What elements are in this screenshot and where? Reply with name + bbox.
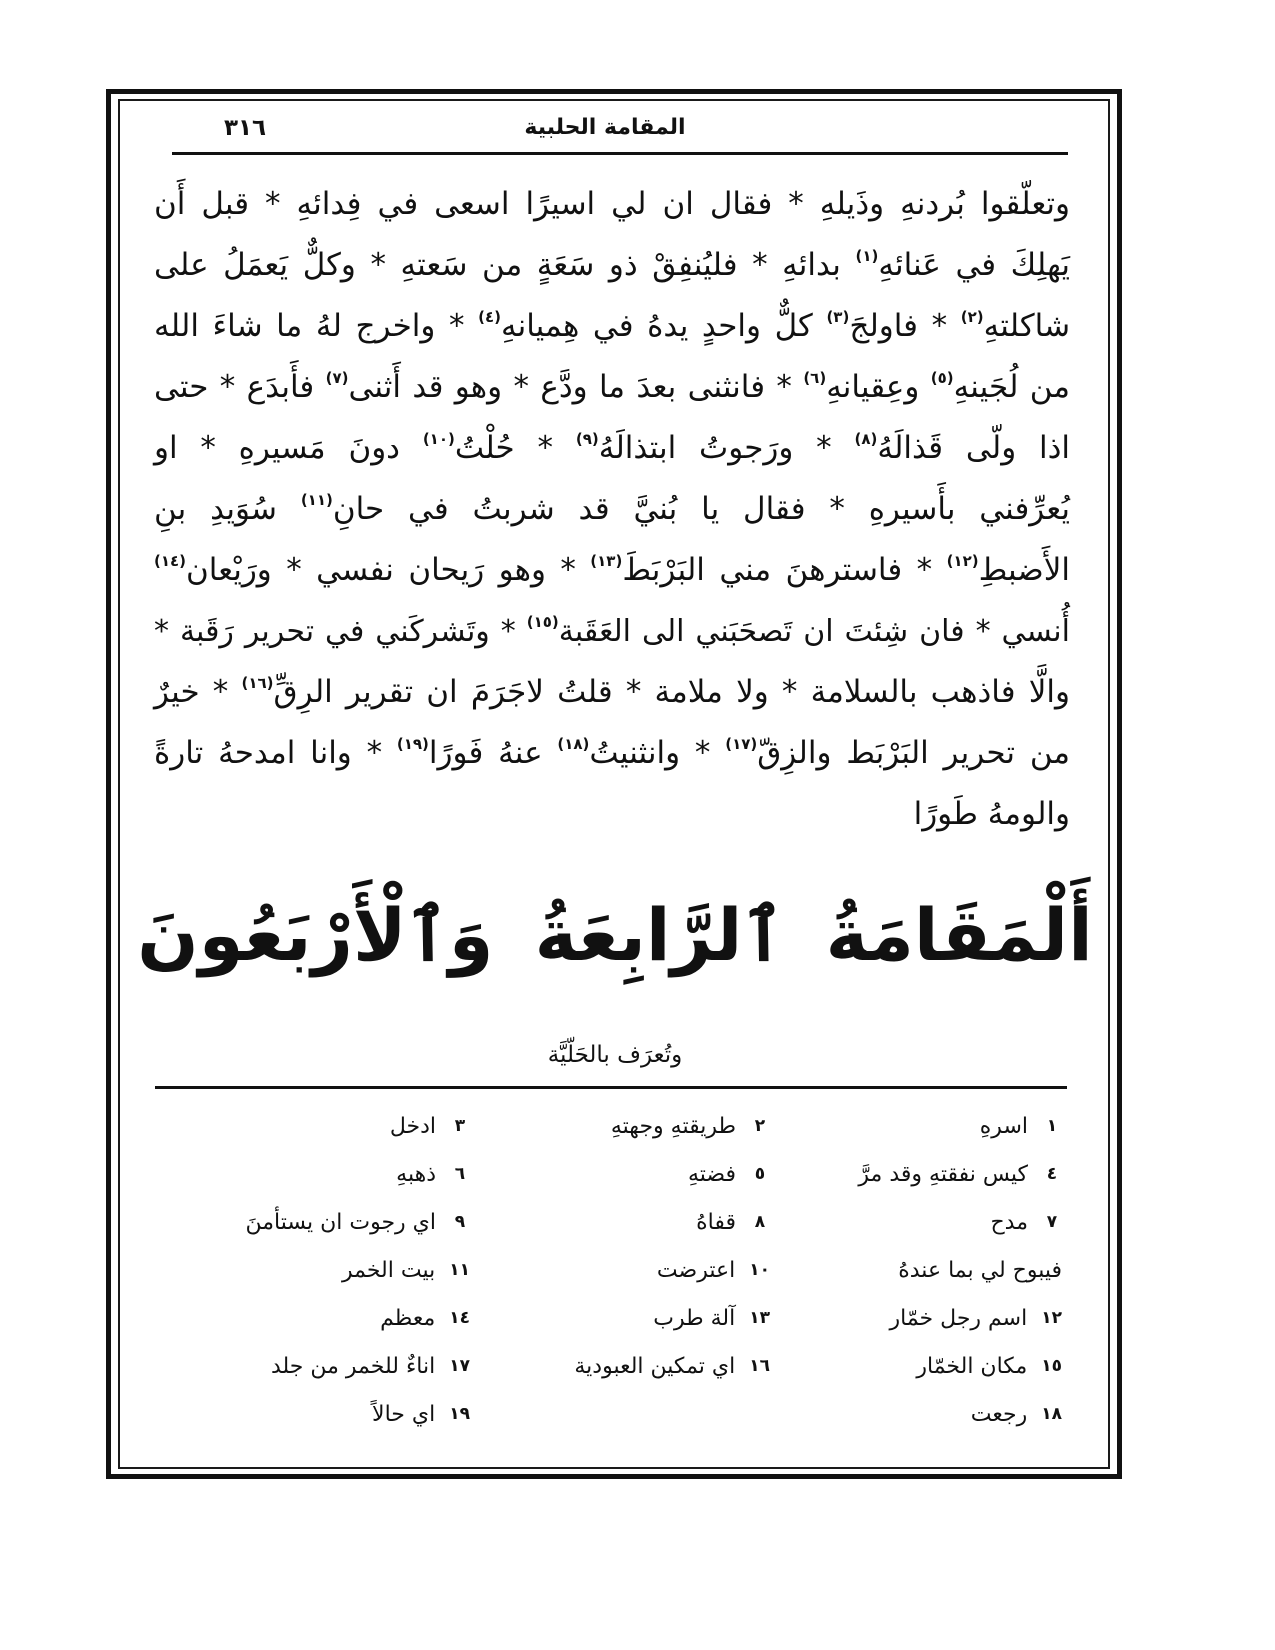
footnote-text: ذهبهِ bbox=[396, 1161, 436, 1187]
footnote-item bbox=[150, 1102, 470, 1150]
footnote-text: مكان الخمّار bbox=[916, 1353, 1028, 1379]
footnote-item bbox=[770, 1294, 1062, 1342]
body-text-run: الأَضبطِ bbox=[978, 552, 1070, 588]
footnote-item bbox=[470, 1198, 770, 1246]
footnote-text: اعترضت bbox=[656, 1257, 736, 1283]
body-line bbox=[154, 174, 1070, 235]
footnote-text: اي رجوت ان يستأمنَ bbox=[245, 1209, 436, 1235]
footnote-number: ١٨ bbox=[1041, 1404, 1062, 1424]
footnote-marker: (٣) bbox=[826, 308, 850, 326]
footnotes-rule bbox=[155, 1086, 1067, 1089]
body-text-run: يَهلِكَ في عَنائهِ bbox=[878, 247, 1070, 283]
footnote-number: ١٤ bbox=[449, 1308, 470, 1328]
body-text-run: دونَ مَسيرهِ * او bbox=[154, 430, 400, 466]
footnote-number: ٢ bbox=[754, 1116, 766, 1136]
footnote-number: ١١ bbox=[449, 1260, 470, 1280]
footnote-number: ١٢ bbox=[1041, 1308, 1062, 1328]
body-text-run: من لُجَينهِ bbox=[953, 369, 1070, 405]
body-line bbox=[154, 479, 1070, 540]
footnote-text: اي تمكين العبودية bbox=[574, 1353, 736, 1379]
footnote-item bbox=[770, 1150, 1062, 1198]
body-text-run: * وانثنيتُ bbox=[589, 735, 711, 771]
body-line bbox=[154, 784, 1070, 845]
body-text-run: * وانا امدحهُ تارةً bbox=[154, 735, 383, 771]
body-text-run: وتعلّقوا بُردنهِ وذَيلهِ * فقال ان لي اسيرًا اسعى في فِدائهِ * قبل أَن bbox=[154, 186, 1070, 222]
body-line bbox=[154, 235, 1070, 296]
footnote-marker: (١٧) bbox=[725, 735, 758, 753]
body-text-run: أُنسي * فان شِئتَ ان تَصحَبَني الى العَقَبة bbox=[558, 614, 1070, 649]
footnote-item bbox=[770, 1246, 1062, 1294]
footnote-marker: (١١) bbox=[300, 491, 333, 509]
footnote-text: رجعت bbox=[970, 1401, 1028, 1427]
body-text-run: والَّا فاذهب بالسلامة * ولا ملامة * قلتُ لاجَرَمَ ان تقرير الرِقِّ bbox=[273, 674, 1070, 710]
body-text-run: اذا ولّى قَذالَهُ bbox=[877, 430, 1070, 466]
footnote-marker: (٨) bbox=[854, 430, 878, 448]
footnote-text: كيس نفقتهِ وقد مرَّ bbox=[858, 1161, 1028, 1187]
footnote-text: اسم رجل خمّار bbox=[889, 1305, 1028, 1331]
footnote-marker: (٢) bbox=[960, 308, 984, 326]
footnote-item bbox=[470, 1150, 770, 1198]
body-text-run: * وهو رَيحان نفسي * ورَيْعان bbox=[186, 552, 576, 588]
footnote-text: اناءٌ للخمر من جلد bbox=[270, 1353, 436, 1379]
body-text-run: شاكلتهِ bbox=[983, 308, 1071, 344]
body-text-run: * فانثنى بعدَ ما ودَّع * وهو قد أَثنى bbox=[348, 369, 792, 405]
footnote-number: ١٥ bbox=[1041, 1356, 1062, 1376]
body-text-run: يُعرِّفني بأَسيرهِ * فقال يا بُنيَّ قد شربتُ في حانِ bbox=[332, 491, 1070, 527]
footnote-marker: (١٤) bbox=[154, 552, 187, 570]
body-line bbox=[154, 357, 1070, 418]
body-text-run: بدائهِ * فليُنفِقْ ذو سَعَةٍ من سَعتهِ * وكلٌّ يَعمَلُ على bbox=[154, 247, 841, 283]
page-number: ٣١٦ bbox=[223, 115, 267, 141]
footnote-marker: (١٦) bbox=[241, 674, 274, 692]
body-text-run: وعِقيانهِ bbox=[826, 369, 920, 405]
body-line bbox=[154, 601, 1070, 662]
footnote-item bbox=[470, 1102, 770, 1150]
footnote-item bbox=[470, 1342, 770, 1390]
body-line bbox=[154, 723, 1070, 784]
footnote-marker: (١) bbox=[855, 247, 879, 265]
footnote-item bbox=[150, 1342, 470, 1390]
body-text-run: * فاولجَ bbox=[849, 308, 948, 344]
body-text-run: * وتَشركَني في تحرير رَقَبة * bbox=[154, 614, 516, 649]
body-text-run: * فاسترهنَ مني البَرْبَطَ bbox=[622, 552, 933, 588]
body-text-run: كلٌّ واحدٍ يدهُ في هِميانهِ bbox=[500, 308, 813, 344]
footnote-item bbox=[150, 1294, 470, 1342]
footnote-marker: (١٩) bbox=[396, 735, 429, 753]
footnote-number: ٤ bbox=[1046, 1164, 1058, 1184]
footnote-item bbox=[470, 1294, 770, 1342]
footnote-marker: (٦) bbox=[803, 369, 827, 387]
footnotes-block bbox=[150, 1102, 1062, 1438]
footnote-number: ٧ bbox=[1046, 1212, 1058, 1232]
footnote-text: معظم bbox=[380, 1305, 436, 1331]
footnote-marker: (٧) bbox=[325, 369, 349, 387]
body-line bbox=[154, 418, 1070, 479]
body-text-run: * خيرٌ bbox=[154, 674, 229, 710]
footnote-marker: (١٢) bbox=[946, 552, 979, 570]
body-text-run: * حُلْتُ bbox=[454, 430, 554, 466]
footnote-number: ١٣ bbox=[749, 1308, 770, 1328]
footnote-item bbox=[150, 1198, 470, 1246]
footnote-text: آلة طرب bbox=[653, 1305, 736, 1331]
footnote-marker: (٩) bbox=[575, 430, 599, 448]
footnote-marker: (٤) bbox=[478, 308, 501, 326]
footnote-item bbox=[150, 1246, 470, 1294]
footnote-marker: (١٠) bbox=[422, 430, 455, 448]
footnote-text: قفاهُ bbox=[696, 1209, 736, 1235]
body-text-block bbox=[154, 174, 1070, 845]
footnote-text: فيبوح لي بما عندهُ bbox=[898, 1257, 1062, 1283]
body-text-run: * واخرج لهُ ما شاءَ الله bbox=[154, 308, 465, 344]
footnote-item bbox=[770, 1390, 1062, 1438]
footnote-marker: (١٨) bbox=[557, 735, 590, 753]
footnote-text: اي حالاً bbox=[372, 1401, 436, 1427]
footnote-number: ١٧ bbox=[449, 1356, 470, 1376]
footnote-marker: (١٣) bbox=[590, 552, 623, 570]
footnote-item bbox=[770, 1342, 1062, 1390]
body-line bbox=[154, 662, 1070, 723]
body-text-run: عنهُ فَورًا bbox=[428, 735, 543, 771]
footnote-number: ٥ bbox=[754, 1164, 766, 1184]
footnote-item bbox=[150, 1390, 470, 1438]
maqama-subtitle: وتُعرَف بالحَلّيَّة bbox=[547, 1042, 683, 1068]
footnote-marker: (٥) bbox=[930, 369, 954, 387]
footnote-number: ١٩ bbox=[449, 1404, 470, 1424]
footnote-number: ٣ bbox=[454, 1116, 466, 1136]
header-rule bbox=[172, 152, 1068, 155]
footnote-number: ١٠ bbox=[749, 1260, 770, 1280]
body-line bbox=[154, 296, 1070, 357]
footnote-item bbox=[150, 1150, 470, 1198]
footnote-marker: (١٥) bbox=[526, 613, 559, 631]
footnote-number: ٩ bbox=[454, 1212, 466, 1232]
footnote-text: ادخل bbox=[389, 1113, 436, 1139]
footnote-text: مدح bbox=[990, 1209, 1028, 1235]
footnote-number: ٦ bbox=[454, 1164, 466, 1184]
footnote-item bbox=[770, 1198, 1062, 1246]
body-text-run: سُوَيدِ بنِ bbox=[154, 491, 277, 527]
body-text-run: فأَبدَع * حتى bbox=[154, 369, 315, 405]
body-text-run: * ورَجوتُ ابتذالَهُ bbox=[598, 430, 832, 466]
running-header-title: المقامة الحلبية bbox=[524, 115, 686, 140]
footnote-number: ١ bbox=[1046, 1116, 1058, 1136]
footnote-number: ١٦ bbox=[749, 1356, 770, 1376]
maqama-title: أَلْمَقَامَةُ ٱلرَّابِعَةُ وَٱلْأَرْبَعُونَ bbox=[137, 893, 1093, 977]
footnote-text: بيت الخمر bbox=[342, 1257, 436, 1283]
maqama-title-block bbox=[120, 868, 1110, 1002]
footnote-text: اسرهِ bbox=[979, 1113, 1028, 1139]
body-line bbox=[154, 540, 1070, 601]
body-text-run: والومهُ طَورًا bbox=[913, 796, 1070, 832]
footnote-text: فضتهِ bbox=[687, 1161, 736, 1187]
footnote-item bbox=[470, 1246, 770, 1294]
footnote-number: ٨ bbox=[754, 1212, 766, 1232]
body-text-run: من تحرير البَرْبَط والزِقّ bbox=[757, 735, 1071, 771]
footnote-item bbox=[770, 1102, 1062, 1150]
footnote-empty bbox=[470, 1390, 770, 1438]
footnote-text: طريقتهِ وجهتهِ bbox=[610, 1113, 736, 1139]
